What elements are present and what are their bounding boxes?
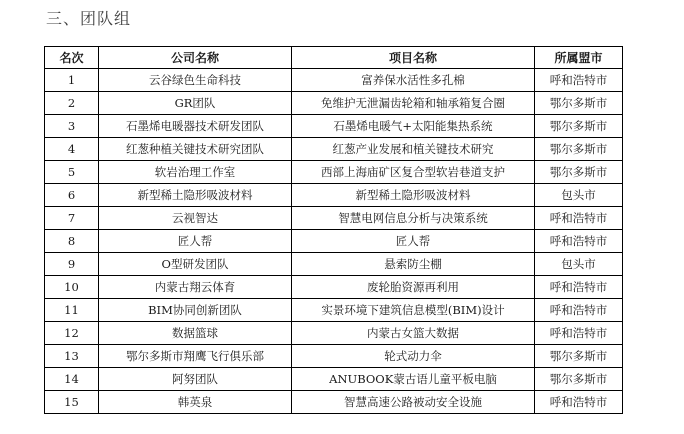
cell-project: 石墨烯电暖气+太阳能集热系统 — [292, 115, 535, 138]
cell-rank: 13 — [45, 345, 99, 368]
cell-rank: 7 — [45, 207, 99, 230]
table-row — [45, 391, 623, 414]
cell-project: 实景环境下建筑信息模型(BIM)设计 — [292, 299, 535, 322]
cell-company: 匠人帮 — [99, 230, 292, 253]
table-row — [45, 322, 623, 345]
header-city: 所属盟市 — [535, 47, 623, 69]
cell-project: 内蒙古女篮大数据 — [292, 322, 535, 345]
section-title: 三、团队组 — [46, 9, 132, 28]
cell-company: GR团队 — [99, 92, 292, 115]
cell-company: 石墨烯电暖器技术研发团队 — [99, 115, 292, 138]
header-company: 公司名称 — [99, 47, 292, 69]
cell-city: 鄂尔多斯市 — [535, 92, 623, 115]
table-row — [45, 230, 623, 253]
cell-company: 阿努团队 — [99, 368, 292, 391]
table-row — [45, 184, 623, 207]
table-row — [45, 299, 623, 322]
cell-company: BIM协同创新团队 — [99, 299, 292, 322]
table-row — [45, 368, 623, 391]
cell-rank: 5 — [45, 161, 99, 184]
table-row — [45, 276, 623, 299]
table-row — [45, 115, 623, 138]
cell-company: 红葱种植关键技术研究团队 — [99, 138, 292, 161]
cell-project: 悬索防尘棚 — [292, 253, 535, 276]
cell-city: 鄂尔多斯市 — [535, 161, 623, 184]
cell-rank: 6 — [45, 184, 99, 207]
cell-rank: 12 — [45, 322, 99, 345]
cell-city: 呼和浩特市 — [535, 322, 623, 345]
table-row — [45, 92, 623, 115]
cell-city: 鄂尔多斯市 — [535, 368, 623, 391]
cell-project: 废轮胎资源再利用 — [292, 276, 535, 299]
table-row — [45, 345, 623, 368]
cell-rank: 15 — [45, 391, 99, 414]
cell-rank: 2 — [45, 92, 99, 115]
cell-city: 鄂尔多斯市 — [535, 138, 623, 161]
cell-project: 红葱产业发展和植关键技术研究 — [292, 138, 535, 161]
cell-project: 免维护无泄漏齿轮箱和轴承箱复合圈 — [292, 92, 535, 115]
cell-city: 呼和浩特市 — [535, 69, 623, 92]
table-row — [45, 69, 623, 92]
cell-city: 呼和浩特市 — [535, 391, 623, 414]
cell-project: 匠人帮 — [292, 230, 535, 253]
table-row — [45, 253, 623, 276]
table-row — [45, 138, 623, 161]
cell-rank: 14 — [45, 368, 99, 391]
cell-rank: 9 — [45, 253, 99, 276]
cell-company: 鄂尔多斯市翔鹰飞行俱乐部 — [99, 345, 292, 368]
table-row — [45, 161, 623, 184]
cell-city: 包头市 — [535, 184, 623, 207]
cell-rank: 10 — [45, 276, 99, 299]
cell-rank: 11 — [45, 299, 99, 322]
cell-project: 轮式动力伞 — [292, 345, 535, 368]
results-table — [44, 46, 623, 414]
cell-city: 呼和浩特市 — [535, 299, 623, 322]
cell-company: 内蒙古翔云体育 — [99, 276, 292, 299]
cell-company: 云视智达 — [99, 207, 292, 230]
cell-project: 智慧高速公路被动安全设施 — [292, 391, 535, 414]
cell-company: O型研发团队 — [99, 253, 292, 276]
cell-company: 软岩治理工作室 — [99, 161, 292, 184]
cell-company: 数据篮球 — [99, 322, 292, 345]
cell-rank: 3 — [45, 115, 99, 138]
cell-project: 富养保水活性多孔棉 — [292, 69, 535, 92]
header-project: 项目名称 — [292, 47, 535, 69]
cell-city: 包头市 — [535, 253, 623, 276]
table-header-row — [45, 47, 623, 69]
cell-city: 鄂尔多斯市 — [535, 345, 623, 368]
cell-city: 呼和浩特市 — [535, 207, 623, 230]
cell-project: 智慧电网信息分析与决策系统 — [292, 207, 535, 230]
cell-company: 新型稀土隐形吸波材料 — [99, 184, 292, 207]
cell-project: 西部上海庙矿区复合型软岩巷道支护 — [292, 161, 535, 184]
cell-project: ANUBOOK蒙古语儿童平板电脑 — [292, 368, 535, 391]
table-body — [45, 69, 623, 414]
cell-project: 新型稀土隐形吸波材料 — [292, 184, 535, 207]
cell-rank: 1 — [45, 69, 99, 92]
cell-company: 韩英泉 — [99, 391, 292, 414]
header-rank: 名次 — [45, 47, 99, 69]
cell-city: 鄂尔多斯市 — [535, 115, 623, 138]
cell-company: 云谷绿色生命科技 — [99, 69, 292, 92]
cell-city: 呼和浩特市 — [535, 276, 623, 299]
cell-city: 呼和浩特市 — [535, 230, 623, 253]
cell-rank: 4 — [45, 138, 99, 161]
table-row — [45, 207, 623, 230]
cell-rank: 8 — [45, 230, 99, 253]
